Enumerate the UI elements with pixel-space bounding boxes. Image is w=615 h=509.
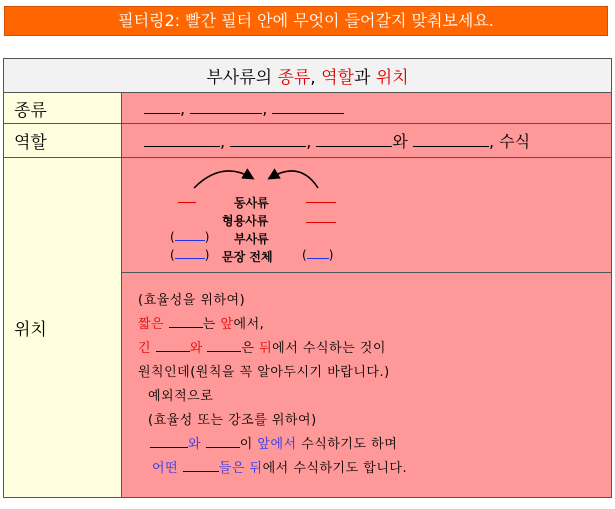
- paren-blank: ( ): [170, 230, 210, 244]
- position-diagram: [122, 158, 611, 273]
- position-cell: [122, 158, 612, 498]
- table-header: [4, 59, 612, 93]
- conj-wa: 와: [392, 132, 408, 151]
- left-dash: [178, 202, 196, 203]
- header-role: 역할: [321, 68, 354, 88]
- note-line: 짧은 는 앞에서,: [138, 317, 265, 332]
- position-notes: [122, 273, 611, 481]
- adjective-label: 형용사류: [222, 214, 269, 228]
- row-label-kind: 종류: [4, 93, 122, 124]
- paren-blank: ( ): [170, 248, 210, 262]
- row-label-role: 역할: [4, 124, 122, 158]
- blank: [230, 131, 306, 147]
- right-dash: [306, 222, 336, 223]
- note-line: (효율성 또는 강조를 위하여): [148, 413, 317, 428]
- row-label-position: 위치: [4, 158, 122, 498]
- blank: [190, 98, 262, 114]
- comma: ,: [180, 99, 186, 118]
- sentence-label: 문장 전체: [222, 250, 273, 264]
- blank: [272, 98, 344, 114]
- note-line: 와 이 앞에서 수식하기도 하며: [138, 433, 611, 457]
- note-line: 원칙인데(원칙을 꼭 알아두시기 바랍니다.): [138, 365, 390, 380]
- blank: [413, 131, 489, 147]
- comma: ,: [220, 132, 226, 151]
- role-blanks: [122, 124, 612, 158]
- note-line: 예외적으로: [148, 389, 214, 404]
- adverb-label: 부사류: [234, 232, 269, 246]
- paren-blank: ( ): [302, 248, 334, 262]
- right-dash: [306, 202, 336, 203]
- comma: ,: [488, 132, 495, 151]
- note-line: 어떤 들은 뒤에서 수식하기도 합니다.: [152, 461, 408, 476]
- header-conj: 과: [353, 68, 376, 88]
- adverb-table: [3, 58, 612, 498]
- modifier-word: 수식: [499, 132, 531, 151]
- header-comma: ,: [310, 68, 322, 88]
- title-banner: 필터링2: 빨간 필터 안에 무엇이 들어갈지 맞춰보세요.: [4, 6, 608, 36]
- comma: ,: [262, 99, 268, 118]
- arrows-icon: [182, 162, 382, 202]
- header-prefix: 부사류의: [206, 68, 278, 88]
- comma: ,: [306, 132, 312, 151]
- note-line: 긴 와 은 뒤에서 수식하는 것이: [138, 341, 386, 356]
- blank: [316, 131, 392, 147]
- header-position: 위치: [375, 68, 409, 88]
- kind-blanks: [122, 93, 612, 124]
- blank: [144, 131, 220, 147]
- header-kind: 종류: [277, 68, 311, 88]
- verb-label: 동사류: [234, 196, 269, 210]
- note-line: (효율성을 위하여): [138, 293, 246, 308]
- blank: [144, 98, 180, 114]
